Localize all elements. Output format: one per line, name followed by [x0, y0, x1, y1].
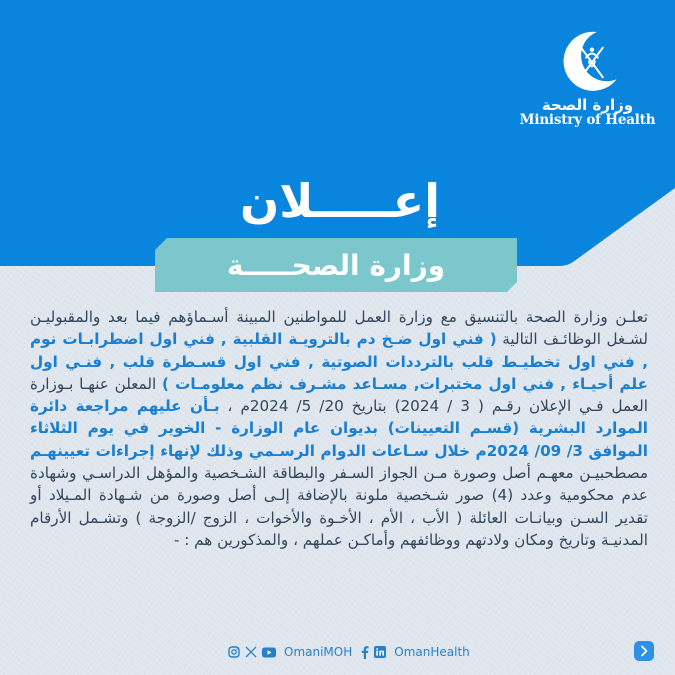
youtube-icon[interactable] — [262, 647, 276, 658]
linkedin-icon[interactable] — [374, 646, 386, 658]
body-segment-announcement-ref: المعلن عنهـا بـوزارة العمل فـي الإعلان رقـم ( 3 / 2024) بتاريخ 20/ 5/ 2024م ، — [30, 374, 649, 416]
announcement-body — [30, 306, 648, 551]
crescent-khanjar-emblem-icon — [553, 28, 623, 95]
body-segment-job-titles: ( فني اول ضـخ دم بالترويـة القلبية , فني اول اضطرابـات نوم , فني اول تخطيـط قلب بالترددات الصوتية , فني اول قسـطرة قلب , فنـي اول علم أحيـاء , فني اول مختبرات, مسـاعد مشـرف نظم معلومـات ) — [30, 330, 648, 393]
body-segment-documents: مصطحبيـن معهـم أصل وصورة مـن الجواز السـفر والبطاقة الشـخصية والمؤهل الدراسـي وشهادة عدم محكومية وعدد (4) صور شـخصية ملونة بالإضافة إلـى أصل وصورة من شـهادة المـيلاد أو تقدير السـن وبيانـات العائلة ( الأب ، الأم ، الأخـوة والأخوات ، الزوج /الزوجة ) وتشـمل الأرقام المدنيـة وتاريخ ومكان ولادتهم ووظائفهم وأماكـن عملهم ، والمذكورين هم : - — [30, 464, 648, 549]
social-footer — [228, 642, 474, 662]
handle-omanhealth[interactable]: OmanHealth — [394, 645, 470, 659]
announcement-title: إعـــــلان — [240, 174, 440, 228]
chevron-right-icon — [639, 645, 649, 657]
body-segment-instructions: بـأن عليهم مراجعة دائرة الموارد البشرية (قسـم التعيينات) بديوان عام الوزارة - الخوير في يوم الثلاثاء الموافق 3/ 09/ 2024م خلال سـاعات الدوام الرسـمي وذلك لإنهاء إجراءات تعيينهـم — [30, 397, 648, 460]
facebook-icon[interactable] — [361, 646, 369, 659]
handle-omanimoh[interactable]: OmaniMOH — [284, 645, 353, 659]
next-slide-button[interactable] — [634, 641, 654, 661]
logo-english-text: Ministry of Health — [519, 112, 656, 128]
subtitle-plate — [155, 238, 517, 292]
subtitle-text: وزارة الصحـــــة — [226, 248, 446, 282]
body-segment-intro: تعلـن وزارة الصحة بالتنسيق مع وزارة العمل للمواطنين المبينة أسـماؤهم فيما بعد والمقبوليـن لشـغل الوظائـف التالية — [30, 308, 648, 349]
logo-arabic-text: وزارة الصحة — [541, 96, 634, 114]
ministry-logo — [515, 28, 660, 128]
instagram-icon[interactable] — [228, 646, 240, 658]
x-icon[interactable] — [245, 646, 257, 658]
